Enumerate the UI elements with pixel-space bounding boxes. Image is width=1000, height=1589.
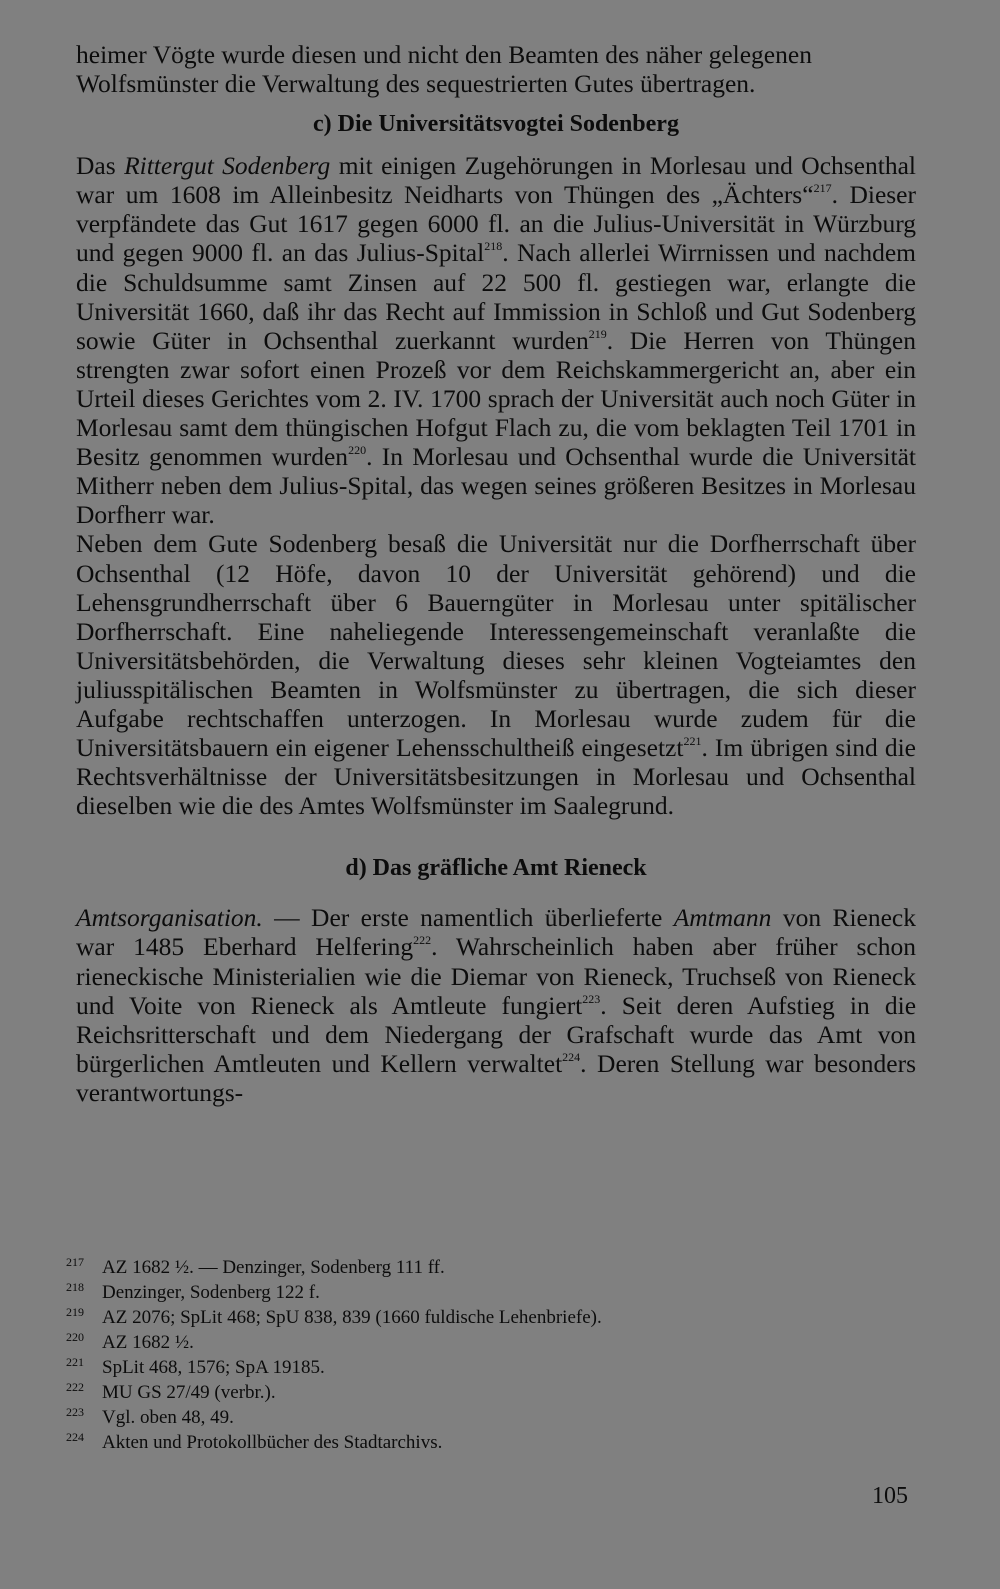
footnote-number: 220 [66,1330,84,1344]
text-run: . Die Herren von Thüngen strengten zwar sofort einen Prozeß vor dem Reichskammergericht an, aber ein Urteil dieses Gerichtes vom 2. IV. 1700 sprach der Universität auch noch Güter in Morlesau samt dem thüngischen Hofgut Flach zu, die vom beklagten Teil 1701 in Besitz genommen wurden [76,325,916,472]
footnote-text: SpLit 468, 1576; SpA 19185. [102,1357,325,1378]
footnote-number: 221 [66,1355,84,1369]
page-number: 105 [872,1483,908,1509]
footnote-ref-217[interactable]: 217 [813,181,832,196]
footnote [66,1281,906,1306]
text-run: . Im übrigen sind die Rechtsverhältnisse der Universitätsbesitzungen in Morlesau und Ochsenthal dieselben wie die des Amtes Wolfsmünster im Saalegrund. [76,733,916,821]
section-d-heading: d) Das gräfliche Amt Rieneck [345,855,647,882]
footnote [66,1256,906,1281]
footnote [66,1306,906,1331]
top-paragraph-text: heimer Vögte wurde diesen und nicht den Beamten des näher gelegenen Wolfsmünster die Verwaltung des sequestrierten Gutes übertragen. [76,40,812,99]
footnote-ref-222[interactable]: 222 [413,933,432,948]
footnote-ref-218[interactable]: 218 [484,239,503,254]
section-c-heading: c) Die Universitätsvogtei Sodenberg [313,111,679,138]
footnote-text: AZ 1682 ½. [102,1332,194,1353]
italic-term: Amtsorganisation. [76,903,263,933]
footnote-text: Denzinger, Sodenberg 122 f. [102,1282,320,1303]
footnote-ref-220[interactable]: 220 [348,443,367,458]
text-run: . Seit deren Aufstieg in die Reichsritterschaft und dem Niedergang der Grafschaft wurde das Amt von bürgerlichen Amtleuten und Kellern verwaltet [76,990,917,1078]
footnote [66,1406,906,1431]
footnote [66,1381,906,1406]
footnote-number: 217 [66,1255,84,1269]
text-run: . Wahrscheinlich haben aber früher schon rieneckische Ministerialien wie die Diemar von Rieneck, Truchseß von Rieneck und Voite von Rieneck als Amtleute fungiert [76,932,916,1020]
footnote-number: 218 [66,1280,84,1294]
text-run: Neben dem Gute Sodenberg besaß die Universität nur die Dorfherrschaft über Ochsenthal (12 Höfe, davon 10 der Universität gehörend) und die Lehensgrundherrschaft über 6 Bauerngüter in Morlesau unter spitälischer Dorfherrschaft. Eine naheliegende Interessengemeinschaft veranlaßte die Universitätsbehörden, die Verwaltung dieses sehr kleinen Vogteiamtes den juliusspitälischen Beamten in Wolfsmünster zu übertragen, die sich dieser Aufgabe rechtschaffen unterzogen. In Morlesau wurde zudem für die Universitätsbauern ein eigener Lehensschultheiß eingesetzt [76,529,916,763]
footnote-text: MU GS 27/49 (verbr.). [102,1382,276,1403]
text-run: Das [76,151,125,181]
section-d-paragraph-1 [76,903,916,1107]
footnote-ref-219[interactable]: 219 [588,326,607,341]
italic-term: Amtmann [673,903,772,933]
footnote-ref-223[interactable]: 223 [582,991,601,1006]
top-paragraph [76,40,904,98]
text-run: . Dieser verpfändete das Gut 1617 gegen 6000 fl. an die Julius-Universität in Würzburg und gegen 9000 fl. an das Julius-Spital [76,180,916,268]
footnote-number: 219 [66,1305,84,1319]
footnote-ref-224[interactable]: 224 [562,1049,581,1064]
footnote-text: AZ 1682 ½. — Denzinger, Sodenberg 111 ff. [102,1257,445,1278]
text-run: mit einigen Zugehörungen in Morlesau und Ochsenthal war um 1608 im Alleinbesitz Neidharts von Thüngen des „Ächters“ [76,151,916,210]
footnotes [66,1256,906,1456]
footnote-number: 223 [66,1405,84,1419]
footnote-number: 222 [66,1380,84,1394]
italic-term: Rittergut Sodenberg [124,151,331,181]
section-c-paragraph-2 [76,529,916,820]
text-run: . Nach allerlei Wirrnissen und nachdem die Schuldsumme samt Zinsen auf 22 500 fl. gestiegen war, erlangte die Universität 1660, daß ihr das Recht auf Immission in Schloß und Gut Sodenberg sowie Güter in Ochsenthal zuerkannt wurden [76,238,916,355]
footnote [66,1356,906,1381]
footnote [66,1431,906,1456]
footnote [66,1331,906,1356]
footnote-ref-221[interactable]: 221 [683,734,702,749]
page-body [76,40,916,1107]
footnote-number: 224 [66,1430,84,1444]
text-run: . In Morlesau und Ochsenthal wurde die Universität Mitherr neben dem Julius-Spital, das wegen seines größeren Besitzes in Morlesau Dorfherr war. [76,442,916,530]
footnote-text: Akten und Protokollbücher des Stadtarchivs. [102,1432,443,1453]
footnote-text: AZ 2076; SpLit 468; SpU 838, 839 (1660 fuldische Lehenbriefe). [102,1307,602,1328]
text-run: — Der erste namentlich überlieferte [262,903,674,933]
text-run: . Deren Stellung war besonders verantwortungs- [76,1048,916,1107]
section-c-paragraph-1 [76,151,916,529]
text-run: von Rieneck war 1485 Eberhard Helfering [76,903,916,962]
footnote-text: Vgl. oben 48, 49. [102,1407,234,1428]
